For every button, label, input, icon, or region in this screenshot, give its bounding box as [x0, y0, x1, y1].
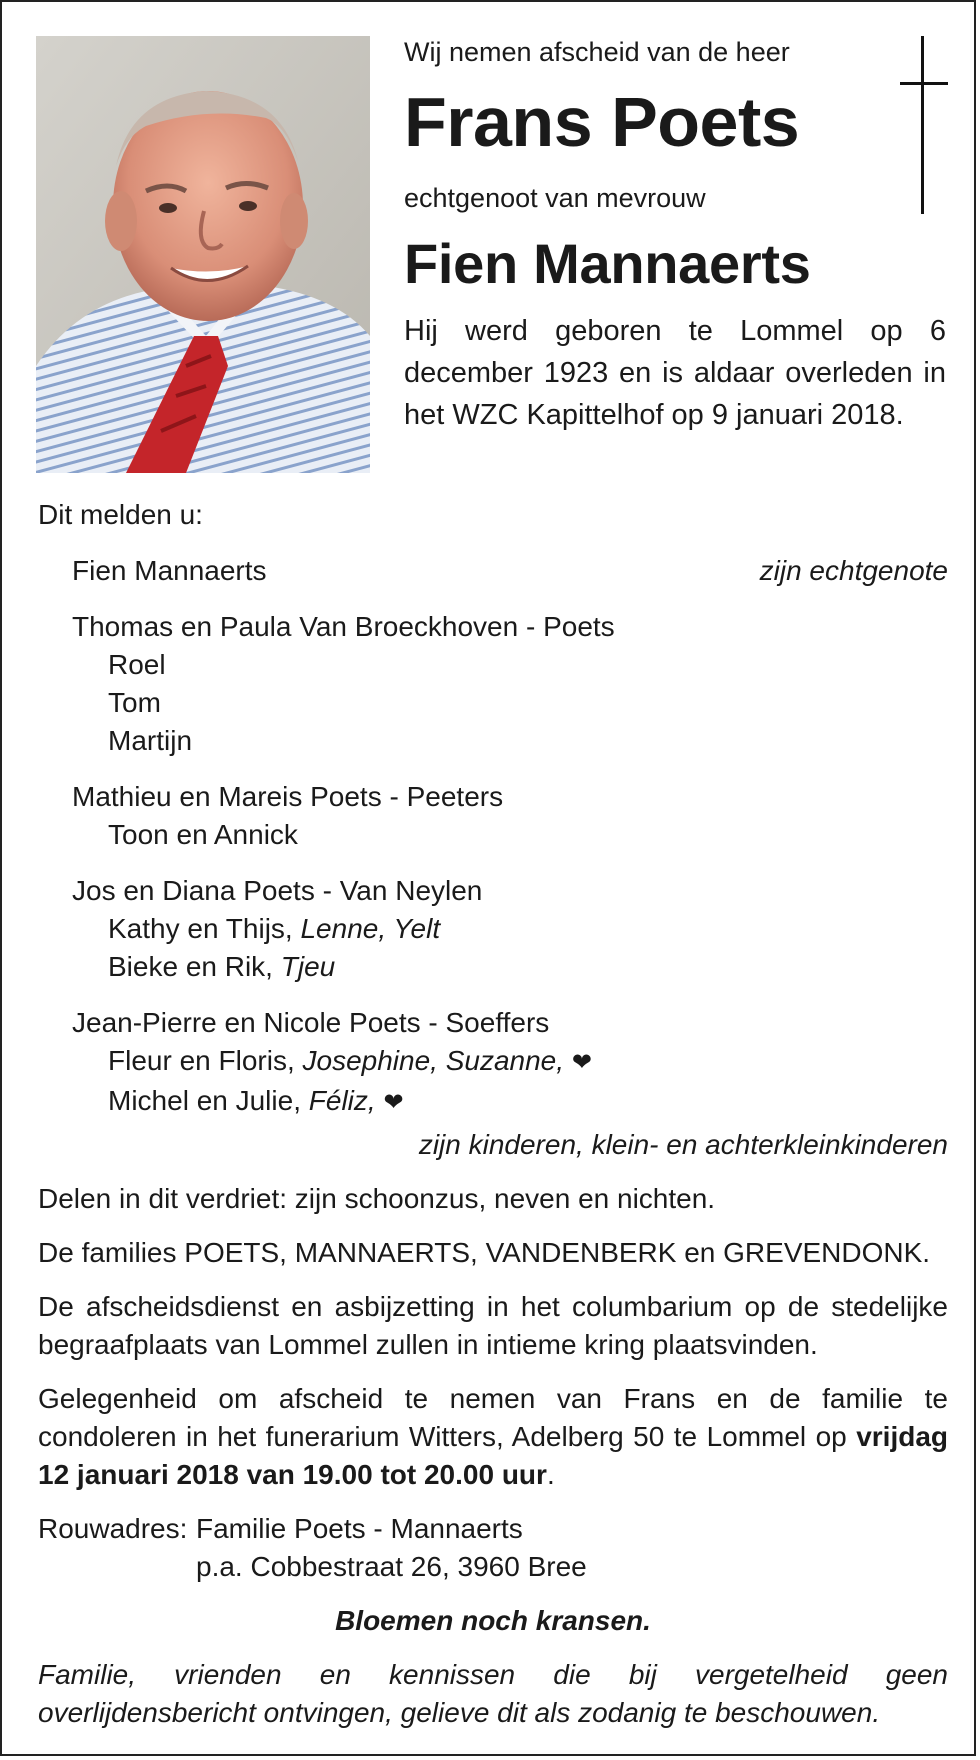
family-parents: Mathieu en Mareis Poets - Peeters: [72, 781, 504, 812]
lead-text: Dit melden u:: [38, 499, 203, 530]
no-flowers: Bloemen noch kransen.: [335, 1605, 651, 1636]
family-parents: Thomas en Paula Van Broeckhoven - Poets: [72, 611, 615, 642]
announcement: [38, 496, 948, 1732]
family-parents: Jos en Diana Poets - Van Neylen: [72, 875, 483, 906]
deceased-name: Frans Poets: [404, 83, 800, 161]
spouse-relation: zijn echtgenote: [759, 555, 948, 586]
sharing-text: Delen in dit verdriet: zijn schoonzus, neven en nichten.: [38, 1183, 716, 1214]
grandchildren-names: Lenne, Yelt: [300, 913, 441, 944]
condolence-end: .: [546, 1459, 555, 1490]
family-block: [38, 608, 948, 760]
address-label: Rouwadres:: [38, 1513, 188, 1544]
family-child: [38, 1082, 948, 1122]
portrait-image: [36, 36, 370, 473]
grandchildren-names: Tjeu: [280, 951, 336, 982]
family-list: [38, 608, 948, 1122]
family-block: [38, 778, 948, 854]
child-name: Martijn: [108, 725, 193, 756]
condolence-when: vrijdag 12 januari 2018 van 19.00 tot 20.00 uur: [38, 1421, 949, 1490]
heart-icon: ❤: [383, 1089, 404, 1116]
family-child: [38, 910, 948, 948]
bio-text: Hij werd geboren te Lommel op 6 december 1923 en is aldaar overleden in het WZC Kapittelhof op 9 januari 2018.: [404, 315, 946, 431]
families-line: De families POETS, MANNAERTS, VANDENBERK en GREVENDONK.: [38, 1237, 931, 1268]
family-child: [38, 684, 948, 722]
child-name: Michel en Julie,: [108, 1085, 301, 1116]
family-child: [38, 1042, 948, 1082]
family-child: [38, 646, 948, 684]
intro-line: Wij nemen afscheid van de heer: [404, 37, 790, 67]
address-line-1: Familie Poets - Mannaerts: [196, 1513, 523, 1544]
child-name: Fleur en Floris,: [108, 1045, 295, 1076]
grandchildren-names: Féliz,: [308, 1085, 376, 1116]
condolence-text: [38, 1380, 948, 1494]
family-child: [38, 722, 948, 760]
spouse-name-row: Fien Mannaerts: [72, 555, 267, 586]
closing-text: Familie, vrienden en kennissen die bij vergetelheid geen overlijdensbericht ontvingen, gelieve dit als zodanig te beschouwen.: [38, 1659, 948, 1728]
service-text: De afscheidsdienst en asbijzetting in het columbarium op de stedelijke begraafplaats van Lommel zullen in intieme kring plaatsvinden.: [38, 1291, 948, 1360]
children-relation: zijn kinderen, klein- en achterkleinkinderen: [418, 1129, 948, 1160]
portrait-photo: [36, 36, 370, 473]
grandchildren-names: Josephine, Suzanne,: [302, 1045, 565, 1076]
address-block: [38, 1510, 948, 1586]
family-block: [38, 872, 948, 986]
spouse-row: [38, 552, 948, 590]
address-line-2: p.a. Cobbestraat 26, 3960 Bree: [196, 1551, 587, 1582]
child-name: Kathy en Thijs,: [108, 913, 293, 944]
heart-icon: ❤: [571, 1049, 592, 1076]
child-name: Bieke en Rik,: [108, 951, 273, 982]
family-child: [38, 816, 948, 854]
address-lines: [196, 1510, 587, 1586]
spouse-name: Fien Mannaerts: [404, 232, 811, 295]
family-block: [38, 1004, 948, 1122]
family-child: [38, 948, 948, 986]
family-parents: Jean-Pierre en Nicole Poets - Soeffers: [72, 1007, 550, 1038]
child-name: Toon en Annick: [108, 819, 298, 850]
spouse-intro: echtgenoot van mevrouw: [404, 183, 706, 213]
child-name: Roel: [108, 649, 166, 680]
child-name: Tom: [108, 687, 161, 718]
header: [404, 34, 946, 436]
condolence-intro: Gelegenheid om afscheid te nemen van Frans en de familie te condoleren in het funerarium Witters, Adelberg 50 te Lommel op: [38, 1383, 948, 1452]
